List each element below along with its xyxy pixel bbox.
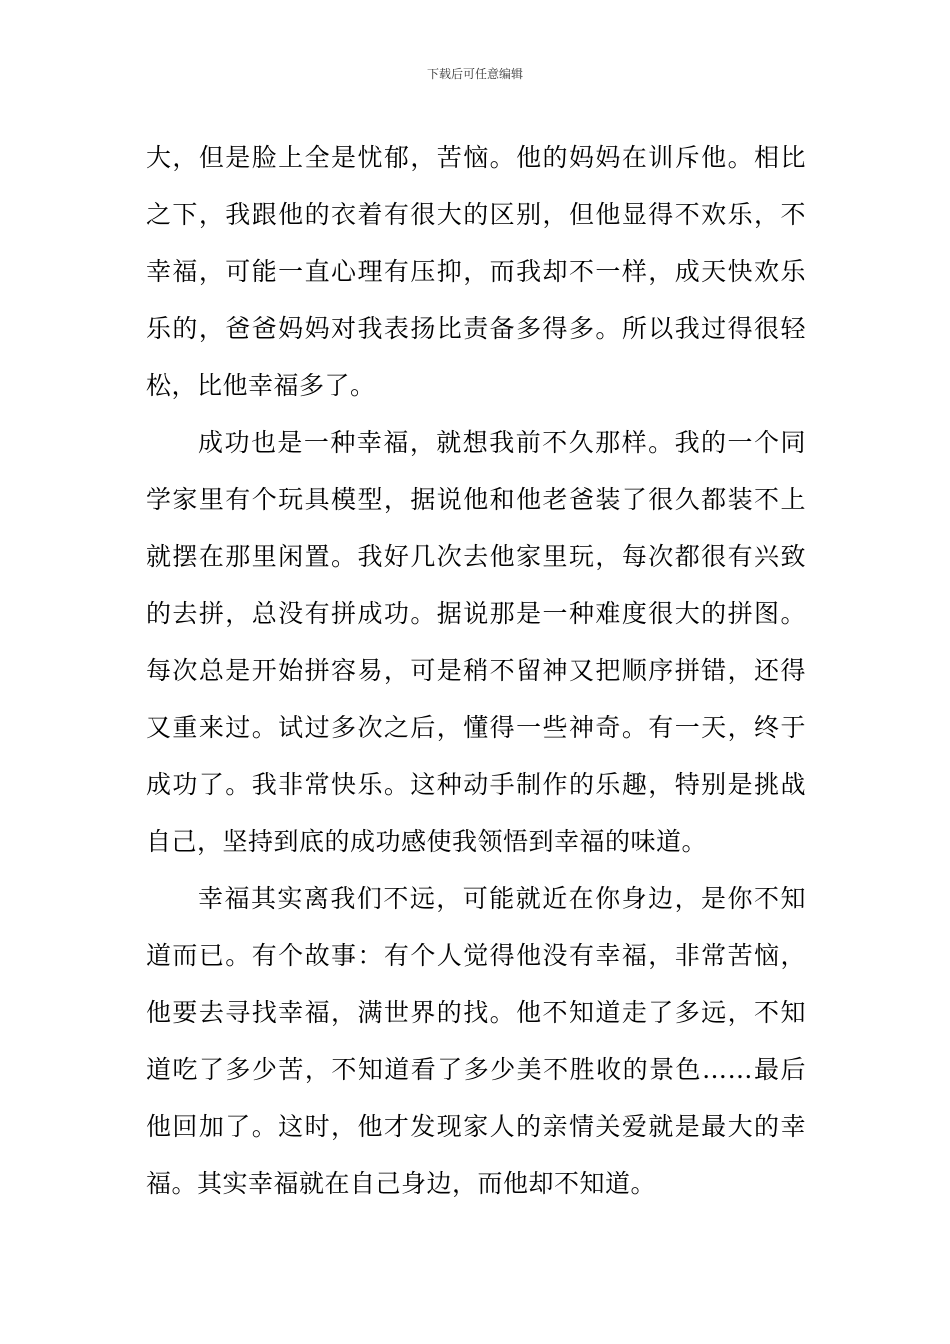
document-body [146, 129, 806, 1212]
page-header: 下载后可任意编辑 [426, 67, 523, 81]
paragraph-success: 成功也是一种幸福，就想我前不久那样。我的一个同学家里有个玩具模型，据说他和他老爸装了很久都装不上就摆在那里闲置。我好几次去他家里玩，每次都很有兴致的去拼，总没有拼成功。据说那是一种难度很大的拼图。每次总是开始拼容易，可是稍不留神又把顺序拼错，还得又重来过。试过多次之后，懂得一些神奇。有一天，终于成功了。我非常快乐。这种动手制作的乐趣，特别是挑战自己，坚持到底的成功感使我领悟到幸福的味道。 [146, 428, 806, 856]
paragraph-happiness-story: 幸福其实离我们不远，可能就近在你身边，是你不知道而已。有个故事：有个人觉得他没有幸福，非常苦恼，他要去寻找幸福，满世界的找。他不知道走了多远，不知道吃了多少苦，不知道看了多少美不胜收的景色……最后他回加了。这时，他才发现家人的亲情关爱就是最大的幸福。其实幸福就在自己身边，而他却不知道。 [146, 884, 806, 1198]
paragraph-continuation: 大，但是脸上全是忧郁，苦恼。他的妈妈在训斥他。相比之下，我跟他的衣着有很大的区别，但他显得不欢乐，不幸福，可能一直心理有压抑，而我却不一样，成天快欢乐乐的，爸爸妈妈对我表扬比责备多得多。所以我过得很轻松，比他幸福多了。 [146, 143, 806, 400]
